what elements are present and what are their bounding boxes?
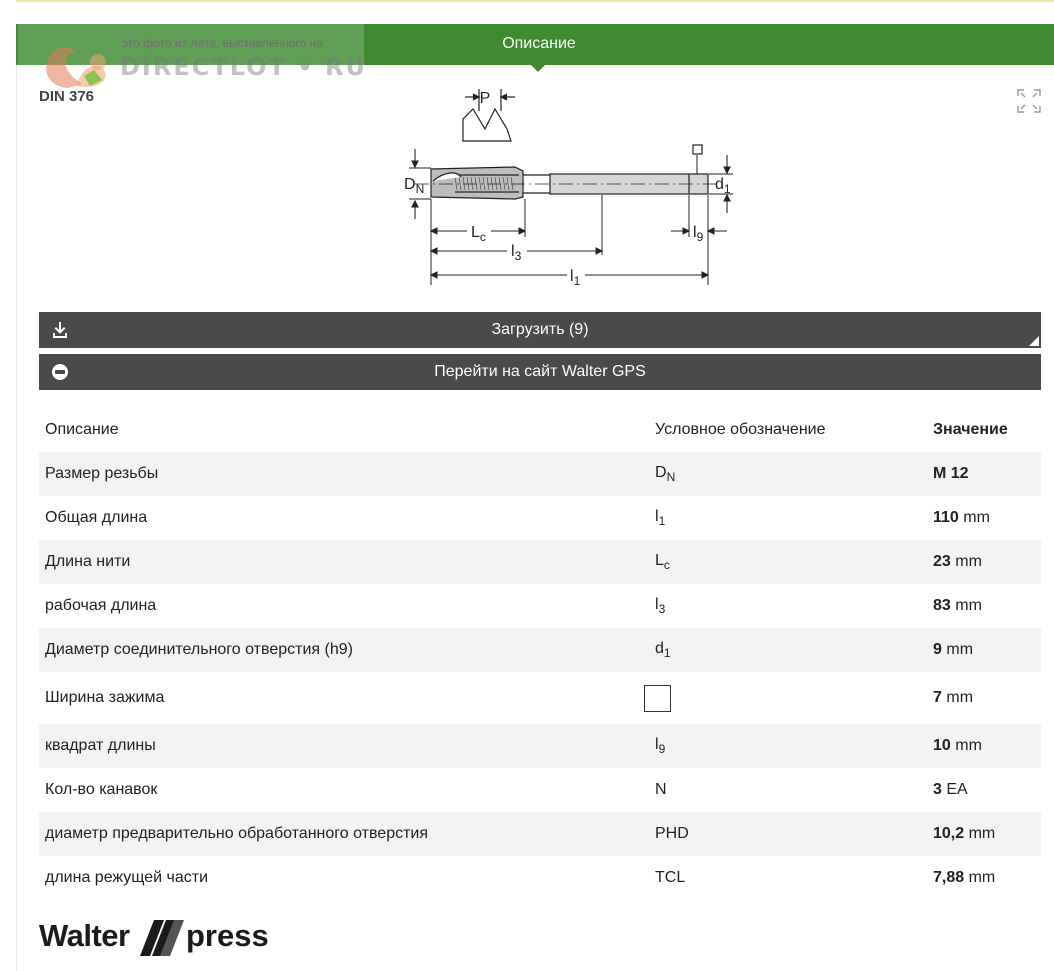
row-description: Диаметр соединительного отверстия (h9) [39,628,649,672]
row-value: M 12 [927,452,1041,496]
product-standard: DIN 376 [39,88,95,105]
walter-gps-label: Перейти на сайт Walter GPS [434,363,646,380]
row-value: 7,88 mm [933,869,996,886]
row-symbol: PHD [649,812,927,856]
header-description: Описание [45,421,119,438]
row-value: 110 mm [933,509,990,526]
tap-body [415,145,725,199]
row-description: Размер резьбы [39,452,649,496]
row-symbol: $D_N$ [649,452,927,496]
download-label: Загрузить (9) [491,321,589,338]
lc-label: $L_c$ [471,224,486,244]
row-value: 83 mm [933,597,982,614]
fullscreen-icon[interactable] [1016,88,1042,114]
walter-gps-button[interactable] [39,354,1041,390]
table-row [39,768,1041,812]
table-row [39,628,1041,672]
row-value: 7 mm [933,689,974,706]
tab-description[interactable]: Описание [502,35,576,52]
watermark-logo: DIRECTLOT • RU [120,53,367,81]
l3-label: $l_3$ [511,243,522,263]
row-symbol: $L_c$ [649,540,927,584]
download-button[interactable] [39,312,1041,348]
table-row [39,496,1041,540]
row-value: 10,2 mm [927,812,1041,856]
row-value: 23 mm [927,540,1041,584]
table-row [39,452,1041,496]
row-description: рабочая длина [45,597,157,614]
row-symbol: TCL [655,869,686,886]
table-row [39,540,1041,584]
l1-label: $l_1$ [570,268,581,288]
row-symbol: $l_1$ [655,508,666,528]
l9-label: $l_9$ [693,224,704,244]
row-value: 3 EA [933,781,968,798]
table-header-row [39,408,1041,452]
dropdown-corner-icon [1029,336,1039,346]
row-description: Кол-во канавок [45,781,158,798]
row-description: длина режущей части [45,869,209,886]
download-icon [51,321,69,339]
tab-active-caret [530,64,546,72]
row-description: Длина нити [39,540,649,584]
gps-logo-icon [51,363,69,381]
row-symbol: $l_9$ [649,724,927,768]
table-row [39,812,1041,856]
row-value: 9 mm [927,628,1041,672]
table-row [39,724,1041,768]
brand-logo-walter: Walter [39,918,130,953]
tap-drawing [395,85,745,290]
spec-table [39,408,1041,900]
watermark-caption: это фото из лота, выставленного на [122,36,323,50]
row-symbol: $d_1$ [649,628,927,672]
pitch-label: P [479,90,491,107]
row-symbol [649,672,927,724]
d1-label: $d_1$ [715,176,731,196]
table-row [39,584,1041,628]
table-row [39,672,1041,724]
header-symbol: Условное обозначение [655,421,826,438]
top-divider [16,0,1054,2]
dn-label: $D_N$ [404,176,425,196]
squirrel-icon [40,40,110,92]
xpress-x-icon [140,918,184,958]
row-description: Ширина зажима [45,689,165,706]
row-symbol: N [655,781,667,798]
row-description: квадрат длины [39,724,649,768]
row-description: диаметр предварительно обработанного отверстия [39,812,649,856]
row-description: Общая длина [45,509,148,526]
table-row [39,856,1041,900]
square-icon [644,685,671,712]
row-symbol: $l_3$ [655,596,666,616]
brand-logo-xpress: press [186,918,269,953]
row-value: 10 mm [927,724,1041,768]
header-value: Значение [933,421,1008,438]
